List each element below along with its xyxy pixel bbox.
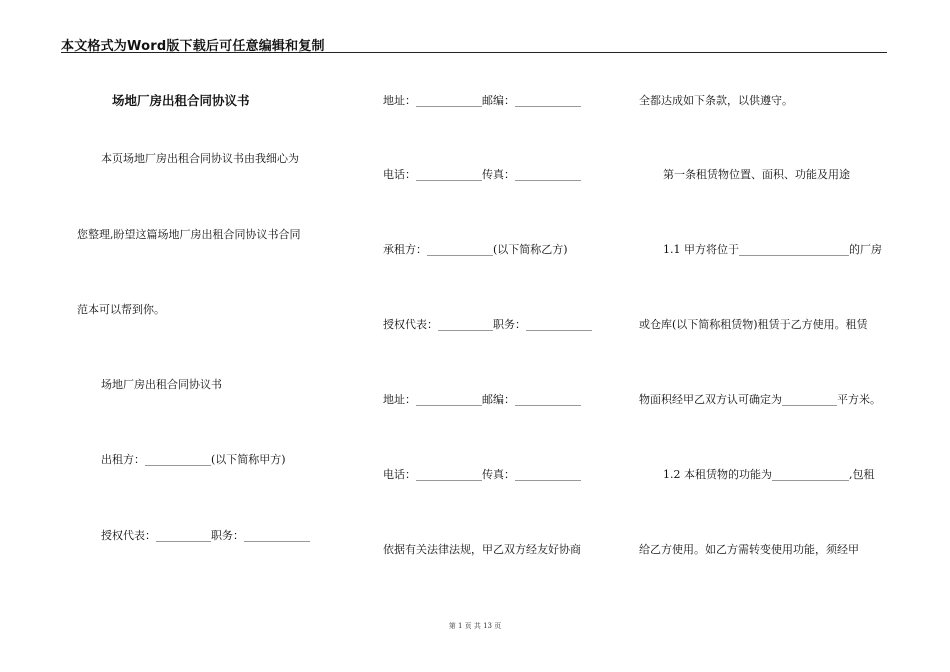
paragraph-line: 本页场地厂房出租合同协议书由我细心为 [101,152,299,165]
paragraph-line: 地址：____________邮编：____________ [383,393,581,406]
paragraph-line: 出租方：____________(以下简称甲方) [101,453,286,466]
paragraph-line: 承租方：____________(以下简称乙方) [383,243,568,256]
page-number: 第 1 页 共 13 页 [448,622,502,630]
header-divider [61,52,887,53]
document-header: 本文格式为Word版下载后可任意编辑和复制 [61,39,325,54]
paragraph-line: 您整理,盼望这篇场地厂房出租合同协议书合同 [77,228,301,241]
paragraph-line: 全都达成如下条款，以供遵守。 [639,94,793,107]
paragraph-line: 电话：____________传真：____________ [383,168,581,181]
paragraph-line: 1.1 甲方将位于____________________的厂房 [663,243,882,256]
paragraph-line: 地址：____________邮编：____________ [383,94,581,107]
document-title: 场地厂房出租合同协议书 [112,93,250,108]
paragraph-line: 1.2 本租赁物的功能为______________,包租 [663,468,875,481]
paragraph-line: 电话：____________传真：____________ [383,468,581,481]
paragraph-line: 第一条租赁物位置、面积、功能及用途 [663,168,850,181]
paragraph-line: 依据有关法律法规，甲乙双方经友好协商 [383,543,581,556]
paragraph-line: 给乙方使用。如乙方需转变使用功能，须经甲 [639,543,859,556]
paragraph-line: 授权代表：__________职务：____________ [101,529,310,542]
paragraph-line: 范本可以帮到你。 [77,303,165,316]
paragraph-line: 授权代表：__________职务：____________ [383,318,592,331]
paragraph-line: 场地厂房出租合同协议书 [101,378,222,391]
paragraph-line: 或仓库(以下简称租赁物)租赁于乙方使用。租赁 [639,318,868,331]
paragraph-line: 物面积经甲乙双方认可确定为__________平方米。 [639,393,881,406]
